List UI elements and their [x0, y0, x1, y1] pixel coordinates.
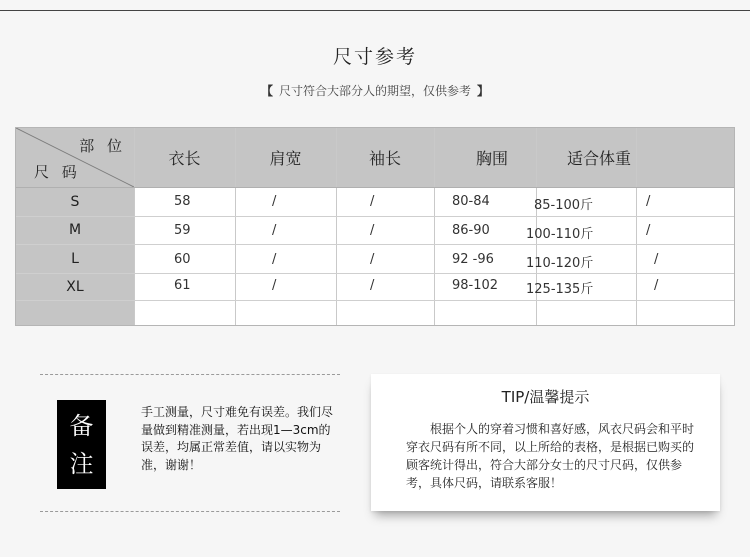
- grid-line: [16, 244, 734, 245]
- page-title: 尺寸参考: [332, 46, 417, 68]
- cell-extra: /: [654, 252, 659, 267]
- cell-bust: 80-84: [452, 194, 490, 209]
- cell-extra: /: [646, 223, 651, 238]
- grid-line: [434, 128, 435, 325]
- grid-line: [16, 187, 734, 188]
- cell-shoulder: /: [272, 278, 277, 293]
- cell-bust: 98-102: [452, 278, 499, 293]
- note-divider-bottom: [40, 511, 340, 512]
- cell-shoulder: /: [272, 194, 277, 209]
- cell-length: 60: [174, 252, 191, 267]
- cell-weight: 125-135斤: [526, 282, 594, 297]
- cell-sleeve: /: [370, 278, 375, 293]
- size-cell-l: L: [16, 244, 134, 273]
- size-cell-s: S: [16, 187, 134, 216]
- cell-sleeve: /: [370, 223, 375, 238]
- size-cell-m: M: [16, 216, 134, 244]
- cell-shoulder: /: [272, 223, 277, 238]
- cell-weight: 110-120斤: [526, 256, 594, 271]
- cell-length: 59: [174, 223, 191, 238]
- corner-label-part: 部 位: [79, 137, 126, 155]
- grid-line: [16, 300, 734, 301]
- note-label-char: 注: [69, 449, 94, 478]
- grid-line: [235, 128, 236, 325]
- tip-body: [406, 420, 696, 492]
- subtitle-text: 尺寸符合大部分人的期望，仅供参考: [278, 84, 471, 98]
- cell-weight: 100-110斤: [526, 227, 594, 242]
- subtitle-bracket-open: 【: [260, 84, 273, 98]
- note-label-char: 备: [69, 411, 94, 440]
- cell-weight: 85-100斤: [534, 198, 594, 213]
- note-text: 手工测量，尺寸难免有误差。我们尽量做到精准测量，若出现1—3cm的误差，均属正常差值，请以实物为准，谢谢！: [141, 405, 334, 472]
- grid-line: [636, 128, 637, 325]
- cell-length: 61: [174, 278, 191, 293]
- cell-extra: /: [654, 278, 659, 293]
- cell-bust: 86-90: [452, 223, 490, 238]
- grid-line: [16, 273, 734, 274]
- size-cell-empty: [16, 300, 134, 325]
- grid-line: [336, 128, 337, 325]
- note-label-box: [57, 400, 106, 489]
- grid-line: [16, 216, 734, 217]
- tip-text: 根据个人的穿着习惯和喜好感，风衣尺码会和平时穿衣尺码有所不同，以上所给的表格，是根据已购买的顾客统计得出，符合大部分女士的尺寸尺码，仅供参考，具体尺码，请联系客服！: [406, 422, 695, 490]
- col-header-sleeve: 袖长: [368, 149, 401, 168]
- subtitle-bracket-close: 】: [477, 84, 490, 98]
- top-divider: [0, 10, 750, 11]
- size-cell-xl: XL: [16, 273, 134, 300]
- corner-label-size: 尺 码: [34, 163, 81, 181]
- col-header-bust: 胸围: [475, 149, 508, 168]
- note-divider-top: [40, 374, 340, 375]
- cell-shoulder: /: [272, 252, 277, 267]
- cell-sleeve: /: [370, 194, 375, 209]
- table-corner-cell: [16, 128, 134, 187]
- grid-line: [134, 128, 135, 325]
- cell-bust: 92 -96: [452, 252, 494, 267]
- col-header-shoulder: 肩宽: [269, 149, 302, 168]
- tip-title: TIP/温馨提示: [501, 388, 590, 406]
- col-header-length: 衣长: [168, 149, 201, 168]
- page-subtitle: [0, 82, 750, 99]
- col-header-extra: [636, 128, 734, 187]
- cell-extra: /: [646, 194, 651, 209]
- size-chart-table: [15, 127, 735, 326]
- cell-length: 58: [174, 194, 191, 209]
- tip-card: [371, 374, 720, 511]
- cell-sleeve: /: [370, 252, 375, 267]
- col-header-weight: 适合体重: [566, 149, 631, 168]
